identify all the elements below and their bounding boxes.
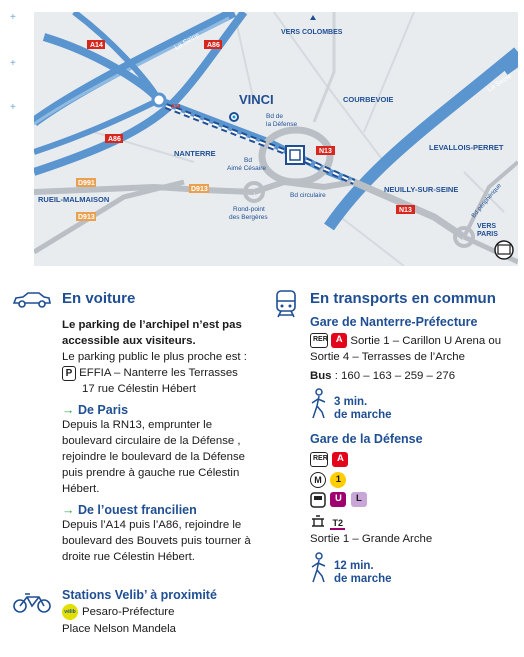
train-l-badge: L (351, 492, 367, 507)
seine-label: La Seine (173, 31, 201, 52)
velib-station: Place Nelson Mandela (62, 623, 176, 635)
nanterre-exit: Sortie 1 – Carillon U Arena ou (350, 335, 502, 347)
car-title: En voiture (62, 290, 136, 307)
bicycle-icon (12, 592, 52, 614)
from-west-line: Depuis l’A14 puis l’A86, rejoindre le (62, 519, 242, 531)
velib-station: Pesaro-Préfecture (82, 606, 175, 618)
road-label: A86 (108, 136, 121, 143)
map-label: la Défense (266, 121, 298, 128)
nanterre-walk-time: 3 min. (334, 396, 368, 408)
train-u-badge: U (330, 492, 346, 507)
from-paris-title: De Paris (77, 403, 129, 417)
nanterre-station-title: Gare de Nanterre-Préfecture (310, 315, 478, 329)
nanterre-walk-label: de marche (334, 409, 392, 421)
road-label: D913 (78, 214, 95, 221)
from-west-line: boulevard des Bouvets puis tourner à (62, 535, 251, 547)
plus-mark: + (10, 58, 16, 69)
map-label: Bd circulaire (290, 192, 326, 199)
road-label: A14 (171, 104, 181, 110)
metro-1-badge: 1 (330, 472, 346, 488)
from-west-line: droite rue Célestin Hébert. (62, 551, 195, 563)
map-label: Aimé Césaire (227, 165, 267, 172)
rer-icon: RER (310, 333, 328, 348)
arrow-right-icon: → (62, 503, 75, 517)
bus-lines: : 160 – 163 – 259 – 276 (334, 370, 456, 382)
road-label: N13 (399, 207, 412, 214)
walking-icon (310, 388, 328, 420)
parking-icon: P (62, 366, 76, 381)
seine-label: La Seine (486, 72, 514, 94)
rer-icon: RER (310, 452, 328, 467)
transit-section (268, 290, 520, 588)
plus-mark: + (10, 102, 16, 113)
defense-walk-time: 12 min. (334, 560, 374, 572)
map-label: NEUILLY-SUR-SEINE (384, 185, 459, 194)
parking-warning: Le parking de l’archipel n’est pas accessible aux visiteurs. (62, 319, 242, 347)
access-map (34, 12, 518, 266)
nanterre-exit: Sortie 4 – Terrasses de l’Arche (310, 351, 465, 363)
map-label: COURBEVOIE (343, 95, 394, 104)
plus-mark: + (10, 12, 16, 23)
transilien-train-icon (310, 492, 326, 508)
map-label: Bd périphérique (470, 182, 503, 220)
map-label: VERS (477, 223, 497, 230)
parking-address: 17 rue Célestin Hébert (82, 383, 196, 395)
nearest-parking-text: Le parking public le plus proche est : (62, 351, 247, 363)
map-label: Rond-point (233, 206, 265, 213)
road-label: N13 (319, 148, 332, 155)
map-label: VERS COLOMBES (281, 29, 343, 36)
car-icon (12, 292, 52, 308)
defense-exit: Sortie 1 – Grande Arche (310, 533, 433, 545)
from-paris-line: Hébert. (62, 483, 100, 495)
road-label: D913 (191, 186, 208, 193)
metro-icon: M (310, 472, 326, 488)
map-label: Bd (244, 157, 252, 164)
from-west-title: De l’ouest francilien (77, 503, 197, 517)
tram-icon (310, 515, 326, 529)
defense-walk-label: de marche (334, 573, 392, 585)
map-label: LEVALLOIS-PERRET (429, 143, 504, 152)
from-paris-line: Depuis la RN13, emprunter le (62, 419, 213, 431)
from-paris-line: boulevard circulaire de la Défense , (62, 435, 241, 447)
map-label: NANTERRE (174, 149, 216, 158)
train-icon (274, 290, 298, 320)
map-label: RUEIL-MALMAISON (38, 195, 110, 204)
road-label: A14 (90, 42, 103, 49)
arrow-right-icon: → (62, 403, 75, 417)
from-paris-line: rejoindre le boulevard de la Défense (62, 451, 246, 463)
map-label: des Bergères (229, 214, 268, 221)
velib-logo-icon: vélib (62, 604, 78, 620)
velib-title: Stations Velib’ à proximité (62, 588, 217, 602)
road-label: D991 (78, 180, 95, 187)
rer-a-badge: A (332, 452, 348, 467)
car-section (12, 290, 262, 565)
bus-label: Bus (310, 370, 332, 382)
map-label: PARIS (477, 231, 498, 238)
parking-name: EFFIA – Nanterre les Terrasses (79, 367, 238, 379)
vinci-label: VINCI (239, 92, 274, 107)
defense-station-title: Gare de la Défense (310, 432, 423, 446)
transit-title: En transports en commun (310, 290, 496, 307)
road-label: A86 (207, 42, 220, 49)
tram-t2-badge: T2 (332, 518, 343, 528)
rer-a-badge: A (331, 333, 347, 348)
map-label: Bd de (266, 113, 283, 120)
from-paris-line: puis prendre à gauche rue Célestin (62, 467, 240, 479)
walking-icon (310, 552, 328, 584)
